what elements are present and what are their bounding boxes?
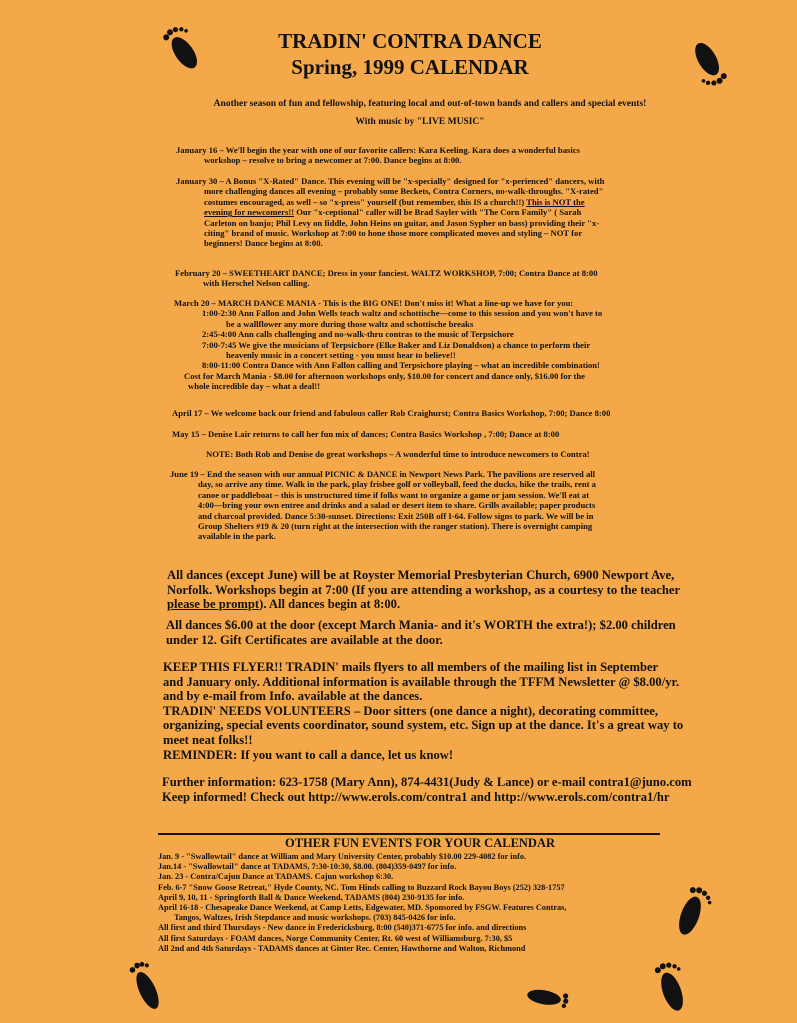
list-item: All first Saturdays - FOAM dances, Norge Community Center, Rt. 60 west of Williamsburg. 7:30, $5	[158, 933, 513, 943]
footprint-icon	[150, 15, 220, 75]
list-item: Jan. 9 - "Swallowtail" dance at William and Mary University Center, probably $10.00 229-4082 for info.	[158, 852, 527, 861]
list-item: All first and third Thursdays - New dance in Fredericksburg, 8:00 (540)371-6775 for info. and directions	[158, 923, 527, 933]
list-item: Feb. 6-7 "Snow Goose Retreat," Hyde County, NC. Tom Hinds calling to Buzzard Rock Bayou Boys (252) 328-1757	[158, 882, 565, 892]
page-title	[220, 28, 600, 80]
title-line-1: TRADIN' CONTRA DANCE	[278, 29, 542, 53]
intro-text: Another season of fun and fellowship, featuring local and out-of-town bands and callers and special events!	[213, 99, 647, 109]
list-item: Tangos, Waltzes, Irish Stepdance and music workshops. (703) 845-0426 for info.	[174, 913, 456, 923]
event-jan16: January 16 – We'll begin the year with one of our favorite callers: Kara Keeling. Kara does a wonderful basics workshop – resolve to bring a newcomer at 7:00. Dance begins at 8:00.	[176, 145, 580, 166]
contact-info: Further information: 623-1758 (Mary Ann), 874-4431(Judy & Lance) or e-mail contra1@juno.com Keep informed! Check out http://www.erols.com/contra1 and http://www.erols.com/contra1/hr	[162, 775, 692, 804]
flyer-info: KEEP THIS FLYER!! TRADIN' mails flyers to all members of the mailing list in September and January only. Additional information is available through the TFFM Newsletter @ $8.00/yr. and by e-mail from Info. available at the dances. TRADIN' NEEDS VOLUNTEERS – Door sitters (one dance a night), decorating committee, organizing, special events coordinator, sound system, etc. Sign up at the dance. It's a great way to meet neat folks!! REMINDER: If you want to call a dance, let us know!	[163, 660, 684, 762]
list-item: All 2nd and 4th Saturdays - TADAMS dances at Ginter Rec. Center, Hawthorne and Walton, Richmond	[158, 943, 526, 953]
event-feb20: February 20 – SWEETHEART DANCE; Dress in your fanciest. WALTZ WORKSHOP, 7:00; Contra Dance at 8:00 with Herschel Nelson calling.	[175, 268, 598, 289]
event-mar20: March 20 – MARCH DANCE MANIA - This is the BIG ONE! Don't miss it! What a line-up we have for you: 1:00-2:30 Ann Fallon and John Wells teach waltz and schottische—come to this session and you won't have to be a wallflower any more during those waltz and schottische breaks 2:45-4:00 Ann calls challenging and no-walk-thru contras to the music of Terpsichore 7:00-7:45 We give the musicians of Terpsichore (Elke Baker and Liz Donaldson) a chance to perform their heavenly music in a concert setting - you must hear to believe!! 8:00-11:00 Contra Dance with Ann Fallon calling and Terpsichore playing – what an incredible combination! Cost for March Mania - $8.00 for afternoon workshops only, $10.00 for concert and dance only, $16.00 for the whole incredible day – what a deal!!	[174, 298, 603, 392]
event-jan30: January 30 – A Bonus "X-Rated" Dance. This evening will be "x-specially" designed for "x-perienced" dancers, with more challenging dances all evening – probably some Beckets, Contra Corners, no-walk-throughs. "X-rated" costumes encouraged, as well – so "x-press" yourself (but remember, this IS a church!!) This is NOT the evening for newcomers!! Our "x-ceptional" caller will be Brad Sayler with "The Corn Family" ( Sarah Carleton on banjo; Phil Levy on fiddle, John Heins on guitar, and Jason Sypher on bass) providing their "x- citing" brand of music. Workshop at 7:00 to hone those more complicated moves and styling – NOT for beginners! Dance begins at 8:00.	[176, 176, 605, 249]
event-may15: May 15 – Denise Lair returns to call her fun mix of dances; Contra Basics Workshop , 7:00; Dance at 8:00	[172, 429, 560, 439]
footprint-icon	[508, 978, 588, 1018]
event-note: NOTE: Both Rob and Denise do great workshops – A wonderful time to introduce newcomers to Contra!	[206, 449, 590, 459]
other-events-title: OTHER FUN EVENTS FOR YOUR CALENDAR	[284, 836, 556, 850]
list-item: Jan. 23 - Contra/Cajun Dance at TADAMS. Cajun workshop 6:30.	[158, 872, 394, 882]
footprint-icon	[672, 30, 742, 100]
list-item: Jan.14 - "Swallowtail" dance at TADAMS, 7:30-10:30, $8.00. (804)359-0497 for info.	[158, 862, 457, 872]
event-apr17: April 17 – We welcome back our friend and fabulous caller Rob Craighurst; Contra Basics Workshop, 7:00; Dance 8:00	[172, 408, 611, 418]
venue-info: All dances (except June) will be at Royster Memorial Presbyterian Church, 6900 Newport Ave, Norfolk. Workshops begin at 7:00 (If you are attending a workshop, as a courtesy to the teacher please be prompt). All dances begin at 8:00.	[167, 568, 681, 612]
footprint-icon	[662, 870, 722, 950]
other-events-list	[158, 852, 648, 954]
footprint-icon	[640, 948, 700, 1023]
music-credit: With music by "LIVE MUSIC"	[355, 117, 485, 127]
list-item: April 9, 10, 11 - Springforth Ball & Dance Weekend, TADAMS (804) 230-9135 for info.	[158, 892, 465, 902]
footprint-icon	[115, 945, 175, 1023]
divider	[158, 833, 660, 835]
event-jun19: June 19 – End the season with our annual PICNIC & DANCE in Newport News Park. The pavilions are reserved all day, so arrive any time. Walk in the park, play frisbee golf or volleyball, feed the ducks, hike the trails, rent a canoe or paddleboat – this is unstructured time if folks want to organize a game or jam session. We'll eat at 4:00—bring your own entree and drinks and a salad or desert item to share. Grills available; paper products and charcoal provided. Dance 5:30-sunset. Directions: Exit 250B off I-64. Follow signs to park. We will be in Group Shelters #19 & 20 (turn right at the intersection with the ranger station). There is overnight camping available in the park.	[170, 469, 596, 542]
title-line-2: Spring, 1999 CALENDAR	[291, 55, 529, 79]
list-item: April 16-18 - Chesapeake Dance Weekend, at Camp Letts, Edgewater, MD. Sponsored by FSGW. Features Contras,	[158, 903, 567, 913]
price-info: All dances $6.00 at the door (except March Mania- and it's WORTH the extra!); $2.00 children under 12. Gift Certificates are available at the door.	[166, 618, 676, 647]
